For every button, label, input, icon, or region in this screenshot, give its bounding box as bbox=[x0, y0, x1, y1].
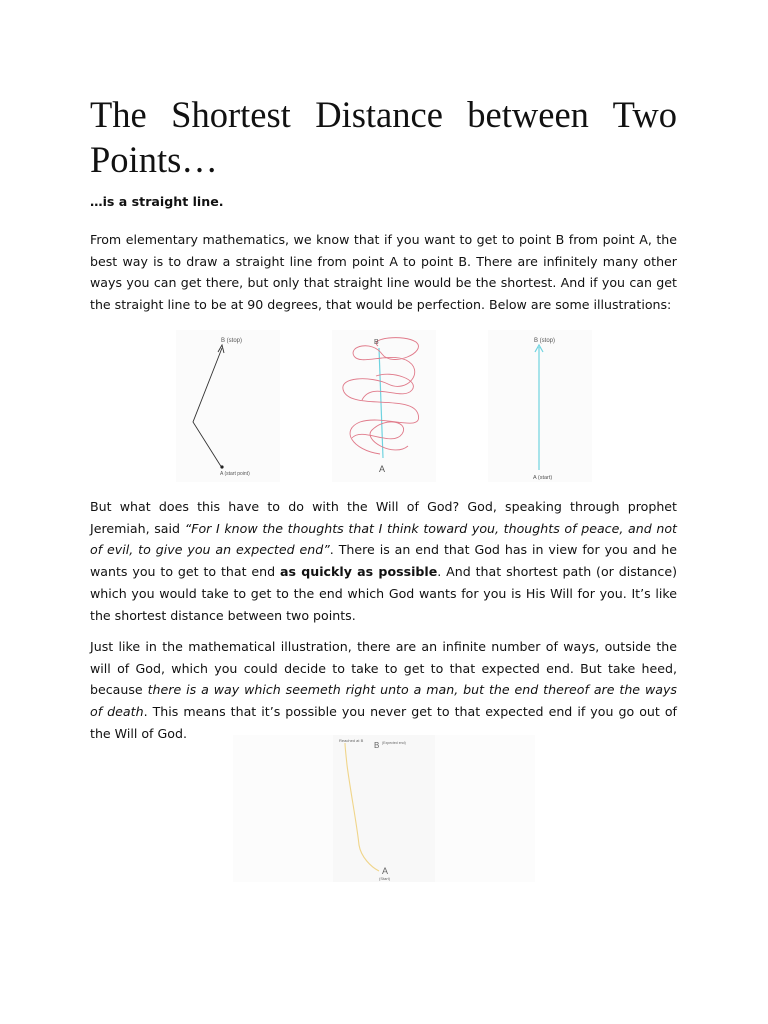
tangled-path-drawing bbox=[332, 330, 436, 482]
p2-emphasis: as quickly as possible bbox=[280, 564, 438, 580]
fig1-label-a: A (start point) bbox=[220, 471, 250, 477]
fig1-label-b: B (stop) bbox=[221, 338, 243, 344]
fig3-label-b: B (stop) bbox=[534, 338, 556, 344]
bent-path-line bbox=[193, 348, 222, 468]
straight-path-drawing bbox=[488, 330, 592, 482]
figure-straight-path bbox=[488, 330, 592, 482]
p3-text-1: Just like in the mathematical illustration, there are an infinite number of ways, outside the will of God, which you could decide to take to get to that expected end. But take heed, because bbox=[90, 639, 677, 698]
fig2-label-b: B bbox=[374, 339, 379, 346]
sketch-paper bbox=[333, 735, 435, 882]
will-of-god-drawing bbox=[233, 735, 535, 882]
fig4-label-a-note: (Start) bbox=[379, 876, 391, 881]
arrowhead-icon bbox=[218, 345, 224, 353]
fig4-label-a: A bbox=[382, 866, 389, 876]
fig4-label-b-note: (Expected end) bbox=[382, 741, 406, 745]
start-point-dot bbox=[220, 465, 223, 468]
subtitle bbox=[90, 191, 677, 213]
fig3-label-a: A (start) bbox=[533, 475, 553, 481]
p3-text-2: . This means that it’s possible you never get to that expected end if you go out of the Will of God. bbox=[90, 704, 677, 741]
straight-reference-line bbox=[379, 348, 383, 458]
figure-will-of-god-path bbox=[233, 735, 535, 882]
fig4-label-b: B bbox=[374, 741, 380, 750]
paragraph-2 bbox=[90, 496, 677, 626]
figure-tangled-path bbox=[332, 330, 436, 482]
fig4-label-top: Reached at B bbox=[339, 738, 364, 743]
p2-text-2: . There is an end that God has in view for you and he wants you to get to that end bbox=[90, 542, 677, 580]
p2-text-1: But what does this have to do with the Will of God? God, speaking through prophet Jeremiah, said bbox=[90, 499, 677, 536]
page-title: The Shortest Distance between Two Points… bbox=[90, 94, 677, 180]
jeremiah-quote: “For I know the thoughts that I think toward you, thoughts of peace, and not of evil, to give you an expected end” bbox=[90, 520, 677, 558]
p2-text-3: . And that shortest path (or distance) which you would take to get to the end which God wants for you is His Will for you. It’s like the shortest distance between two points. bbox=[90, 564, 677, 623]
proverbs-quote: there is a way which seemeth right unto a man, but the end thereof are the ways of death bbox=[90, 682, 677, 720]
subtitle-text: …is a straight line. bbox=[90, 194, 224, 209]
bent-path-drawing bbox=[176, 330, 280, 482]
paragraph-1: From elementary mathematics, we know that if you want to get to point B from point A, the best way is to draw a straight line from point A to point B. There are infinitely many other ways you can get there, but only that straight line would be the shortest. And if you can get the straight line to be at 90 degrees, that would be perfection. Below are some illustrations: bbox=[90, 232, 677, 313]
fig2-label-a: A bbox=[379, 464, 386, 474]
paragraph-3 bbox=[90, 636, 677, 745]
figure-bent-path bbox=[176, 330, 280, 482]
